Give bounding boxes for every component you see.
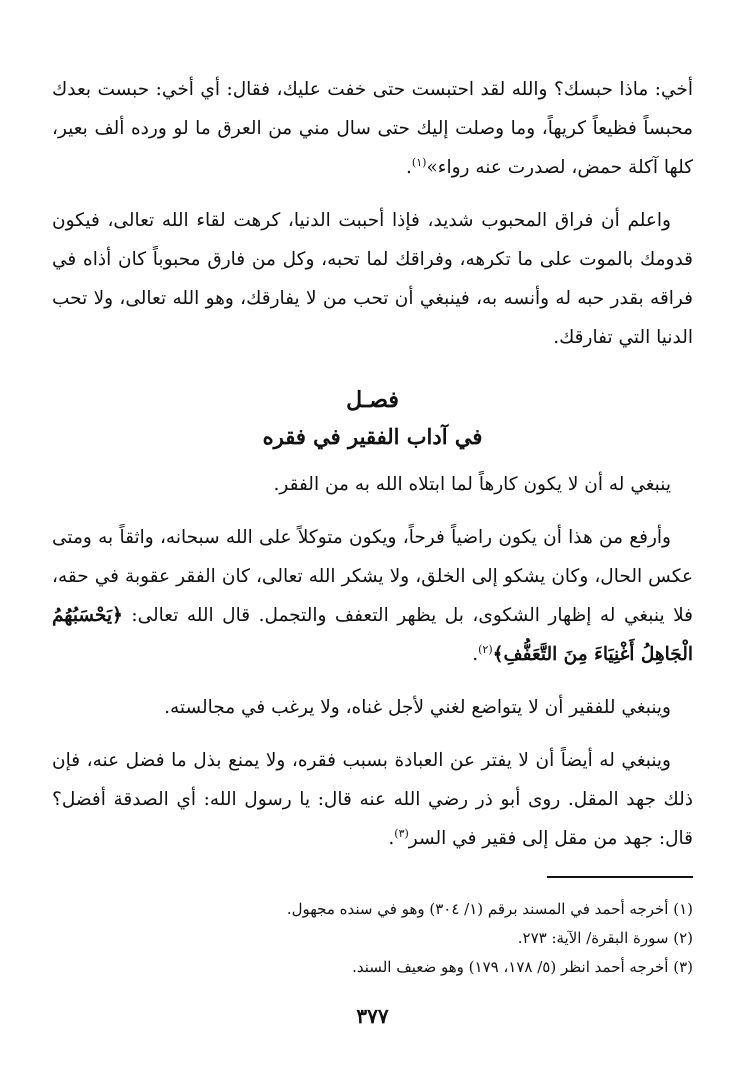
footnote-ref-2: (٢) bbox=[478, 642, 493, 656]
footnote-ref-1: (١) bbox=[411, 155, 427, 169]
quran-verse: ﴿يَحْسَبُهُمُ الْجَاهِلُ أَغْنِيَاءَ مِنَ التَّعَفُّفِ﴾ bbox=[52, 605, 693, 665]
section-subtitle: في آداب الفقير في فقره bbox=[262, 424, 483, 449]
paragraph-4 bbox=[52, 518, 693, 674]
paragraph-6-end: . bbox=[388, 828, 395, 849]
footnote-separator bbox=[547, 876, 693, 878]
paragraph-3: ينبغي له أن لا يكون كارهاً لما ابتلاه الله به من الفقر. bbox=[273, 474, 671, 495]
paragraph-4-text: وأرفع من هذا أن يكون راضياً فرحاً، ويكون متوكلاً على الله سبحانه، واثقاً به ومتى عكس الحال، وكان يشكو إلى الخلق، ولا يشكر الله تعالى، كان الفقر عقوبة في حقه، فلا ينبغي له إظهار الشكوى، بل يظهر التعفف والتجمل. قال الله تعالى: bbox=[52, 527, 693, 626]
page-number: ٣٧٧ bbox=[356, 1004, 389, 1028]
paragraph-1-text: أخي: ماذا حبسك؟ والله لقد احتبست حتى خفت عليك، فقال: أي أخي: حبست بعدك محبساً فظيعاً كريهاً، وما وصلت إليك حتى سال مني من العرق ما لو ورده ألف بعير، كلها آكلة حمض، لصدرت عنه رواء» bbox=[52, 79, 693, 178]
main-text bbox=[52, 70, 693, 872]
footnote-1: (١) أخرجه أحمد في المسند برقم (١/ ٣٠٤) وهو في سنده مجهول. bbox=[286, 900, 693, 918]
footnote-3: (٣) أخرجه أحمد انظر (٥/ ١٧٨، ١٧٩) وهو ضعيف السند. bbox=[352, 958, 693, 976]
paragraph-5: وينبغي للفقير أن لا يتواضع لغني لأجل غناه، ولا يرغب في مجالسته. bbox=[164, 697, 671, 718]
footnote-2: (٢) سورة البقرة/ الآية: ٢٧٣. bbox=[517, 929, 693, 947]
paragraph-1-end: . bbox=[406, 157, 412, 178]
paragraph-4-end: . bbox=[472, 644, 479, 665]
section-title: فصـل bbox=[346, 387, 399, 413]
paragraph-2: واعلم أن فراق المحبوب شديد، فإذا أحببت الدنيا، كرهت لقاء الله تعالى، فيكون قدومك بالموت على ما تكرهه، وفراقك لما تحبه، وكل من فارق محبوباً كان أذاه في فراقه بقدر حبه له وأنسه به، فينبغي أن تحب من لا يفارقك، وهو الله تعالى، ولا تحب الدنيا التي تفارقك. bbox=[52, 210, 693, 348]
paragraph-6 bbox=[52, 741, 693, 858]
footnotes bbox=[52, 895, 693, 982]
footnote-ref-3: (٣) bbox=[394, 826, 409, 840]
paragraph-6-text: وينبغي له أيضاً أن لا يفتر عن العبادة بسبب فقره، ولا يمنع بذل ما فضل عنه، فإن ذلك جهد المقل. روى أبو ذر رضي الله عنه قال: يا رسول الله: أي الصدقة أفضل؟ قال: جهد من مقل إلى فقير في السر bbox=[52, 750, 693, 849]
paragraph-1 bbox=[52, 70, 693, 187]
